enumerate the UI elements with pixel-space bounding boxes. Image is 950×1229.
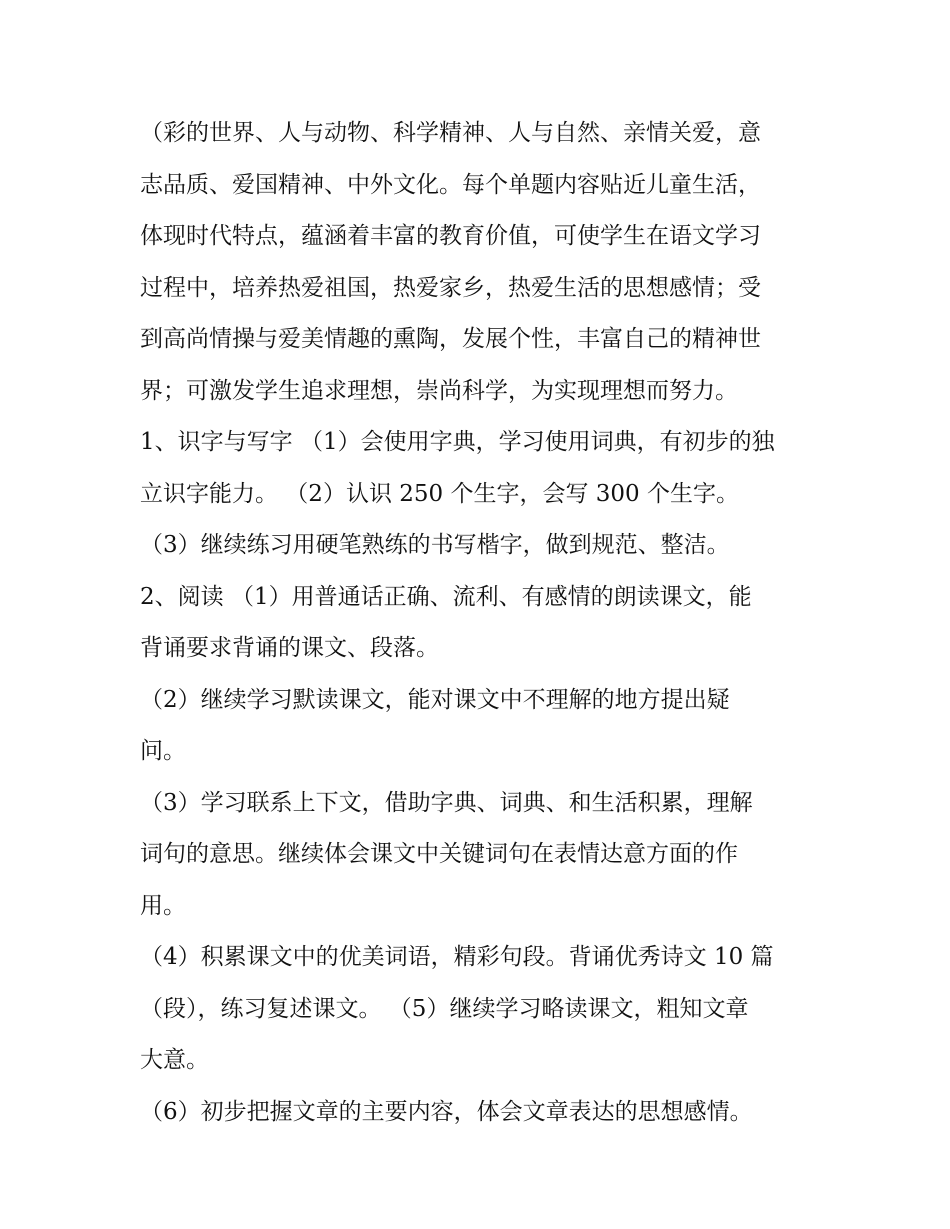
text-line: 界；可激发学生追求理想，崇尚科学，为实现理想而努力。 — [140, 377, 738, 404]
document-body — [140, 108, 820, 1138]
text-line: （段），练习复述课文。 （5）继续学习略读课文，粗知文章 — [140, 995, 749, 1022]
text-line: （4）积累课文中的优美词语，精彩句段。背诵优秀诗文 10 篇 — [140, 944, 774, 970]
text-line: （6）初步把握文章的主要内容，体会文章表达的思想感情。 — [140, 1098, 753, 1125]
text-line: 背诵要求背诵的课文、段落。 — [140, 635, 439, 661]
text-line: 用。 — [140, 892, 186, 919]
text-line: （彩的世界、人与动物、科学精神、人与自然、亲情关爱，意 — [140, 120, 761, 146]
text-line: （3）学习联系上下文，借助字典、词典、和生活积累，理解 — [140, 789, 753, 816]
text-line: 过程中，培养热爱祖国，热爱家乡，热爱生活的思想感情；受 — [140, 274, 761, 301]
text-line: 大意。 — [140, 1047, 209, 1073]
text-line: （3）继续练习用硬笔熟练的书写楷字，做到规范、整洁。 — [140, 532, 730, 558]
section-heading-line: 2、阅读 （1）用普通话正确、流利、有感情的朗读课文，能 — [140, 583, 752, 610]
text-line: 到高尚情操与爱美情趣的熏陶，发展个性，丰富自己的精神世 — [140, 326, 761, 352]
section-heading-line: 1、识字与写字 （1）会使用字典，学习使用词典，有初步的独 — [140, 429, 775, 455]
text-line: 问。 — [140, 738, 186, 764]
text-line: 立识字能力。 （2）认识 250 个生字，会写 300 个生字。 — [140, 480, 739, 507]
text-line: （2）继续学习默读课文，能对课文中不理解的地方提出疑 — [140, 686, 730, 713]
text-line: 体现时代特点，蕴涵着丰富的教育价值，可使学生在语文学习 — [140, 223, 761, 249]
text-line: 志品质、爱国精神、中外文化。每个单题内容贴近儿童生活， — [140, 171, 761, 198]
text-line: 词句的意思。继续体会课文中关键词句在表情达意方面的作 — [140, 841, 738, 867]
